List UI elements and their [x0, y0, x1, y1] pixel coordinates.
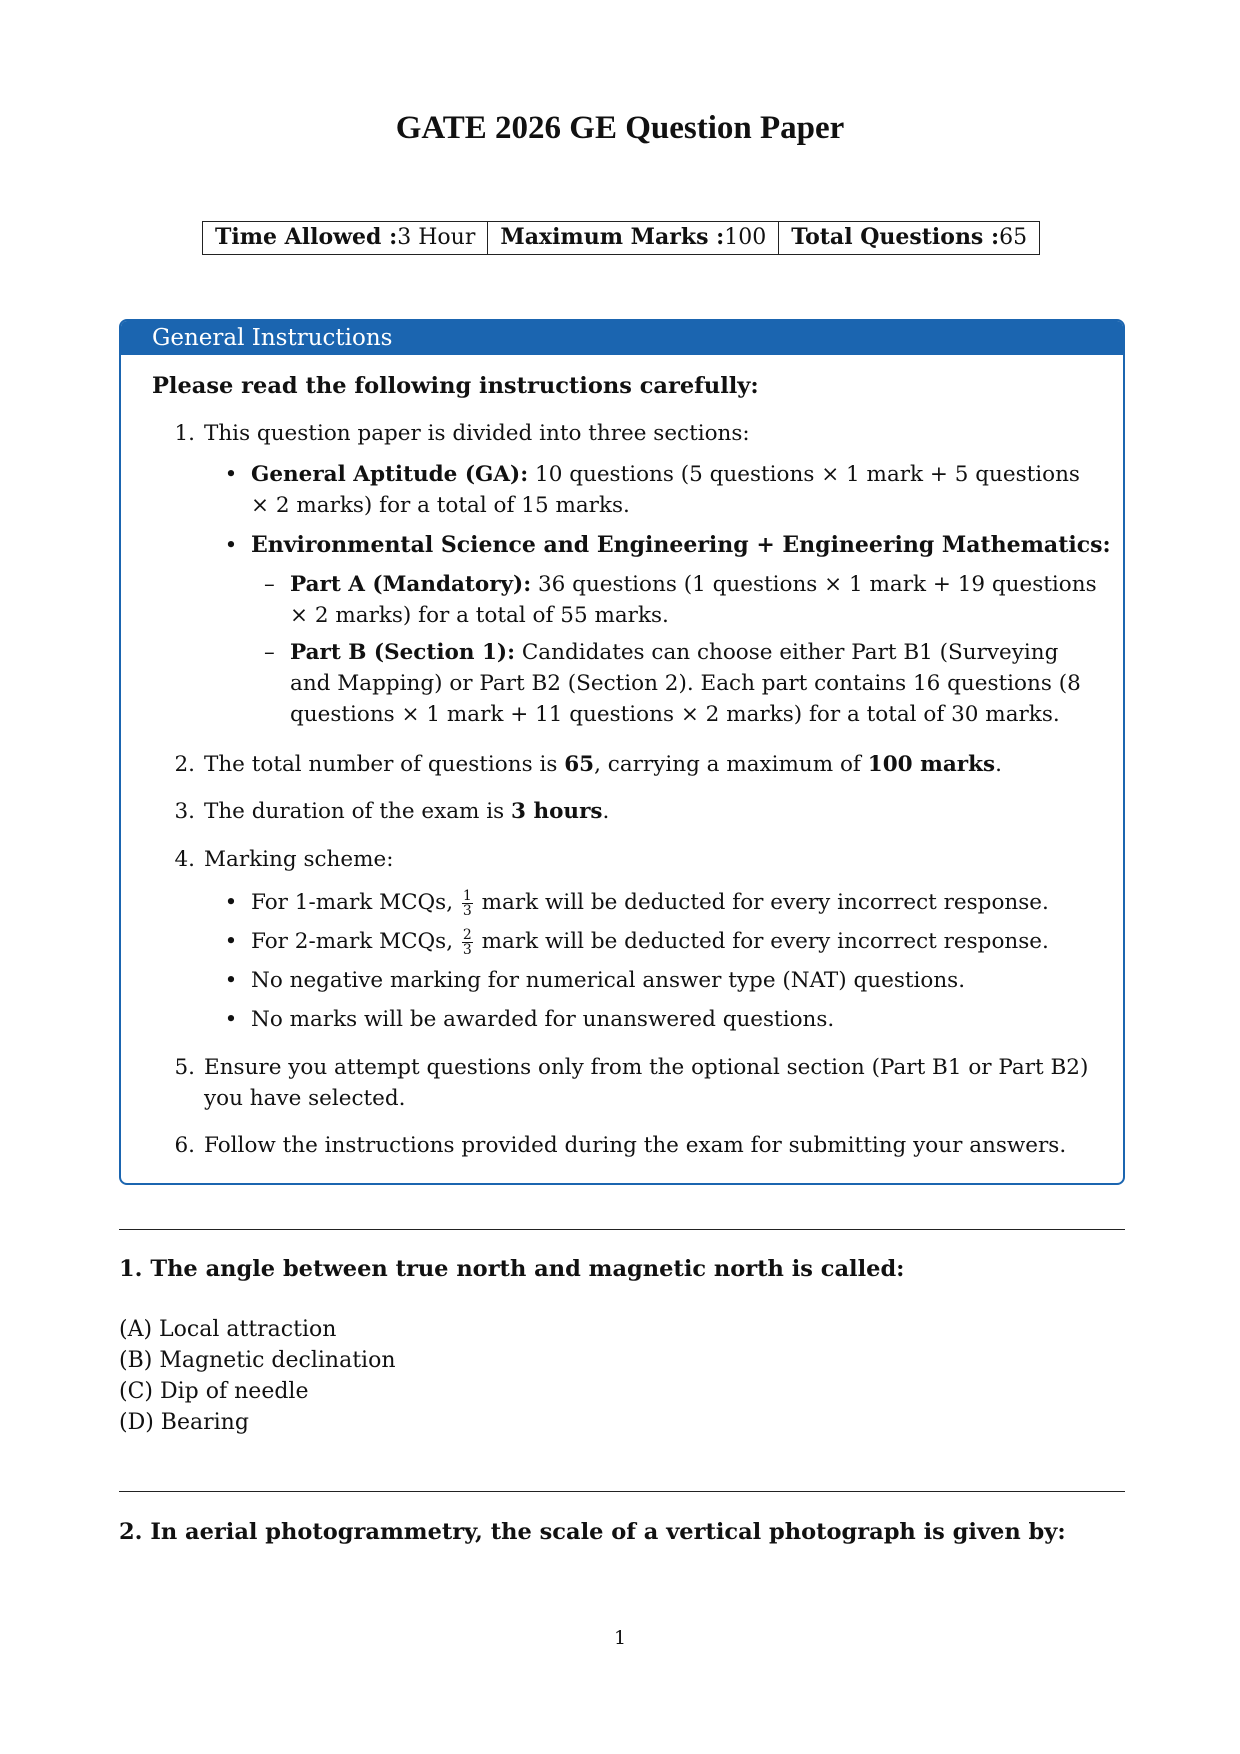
item-2-mid: , carrying a maximum of: [594, 752, 868, 777]
marking-1-post: mark will be deducted for every incorrect response.: [474, 890, 1049, 915]
total-questions-cell: [779, 222, 1040, 255]
question-divider: [119, 1491, 1125, 1492]
part-b-line-1: [290, 637, 1058, 668]
part-b-text-1: Candidates can choose either Part B1 (Surveying: [521, 640, 1059, 665]
fraction-denominator: 3: [462, 941, 472, 958]
bullet-icon: •: [224, 1007, 238, 1032]
page-number: 1: [613, 1627, 627, 1649]
page-title: GATE 2026 GE Question Paper: [395, 110, 845, 146]
fraction-denominator: 3: [462, 902, 472, 919]
ga-text-1: 10 questions (5 questions × 1 mark + 5 questions: [535, 462, 1080, 487]
bullet-icon: •: [224, 462, 238, 487]
marking-nat: No negative marking for numerical answer type (NAT) questions.: [251, 968, 966, 993]
option-d[interactable]: (D) Bearing: [119, 1410, 249, 1435]
total-questions-label: Total Questions :: [791, 224, 1000, 250]
maximum-marks-label: Maximum Marks :: [500, 224, 725, 250]
fraction-numerator: 1: [462, 887, 472, 904]
option-c[interactable]: (C) Dip of needle: [119, 1379, 309, 1404]
part-a-label: Part A (Mandatory):: [290, 572, 532, 597]
bullet-icon: •: [224, 929, 238, 954]
total-questions-value: 65: [999, 225, 1028, 250]
item-3-number: 3.: [174, 799, 195, 824]
marking-2-post: mark will be deducted for every incorrect response.: [474, 929, 1049, 954]
part-a-text-2: × 2 marks) for a total of 55 marks.: [290, 603, 669, 628]
maximum-marks-cell: [488, 222, 779, 255]
item-4-number: 4.: [174, 847, 195, 872]
marking-unanswered: No marks will be awarded for unanswered questions.: [251, 1007, 835, 1032]
part-b-label: Part B (Section 1):: [290, 640, 516, 665]
item-1-number: 1.: [174, 421, 195, 446]
bullet-icon: •: [224, 890, 238, 915]
ese-label: Environmental Science and Engineering + Engineering Mathematics:: [251, 532, 1111, 558]
item-5-number: 5.: [174, 1055, 195, 1080]
ga-label: General Aptitude (GA):: [251, 462, 529, 487]
maximum-marks-value: 100: [724, 225, 767, 250]
bullet-icon: •: [224, 968, 238, 993]
time-allowed-label: Time Allowed :: [215, 224, 398, 250]
item-2-pre: The total number of questions is: [204, 752, 565, 777]
item-3-pre: The duration of the exam is: [204, 799, 512, 824]
item-6-text: Follow the instructions provided during the exam for submitting your answers.: [204, 1133, 1067, 1158]
question-2-text: 2. In aerial photogrammetry, the scale of a vertical photograph is given by:: [119, 1519, 1066, 1545]
item-1-text: This question paper is divided into three sections:: [204, 421, 750, 446]
exam-info-table: [202, 221, 1040, 255]
item-3-hours: 3 hours: [511, 799, 603, 824]
general-instructions-header: General Instructions: [121, 321, 1123, 355]
item-2-number: 2.: [174, 752, 195, 777]
ga-line-1: [251, 459, 1080, 490]
option-a[interactable]: (A) Local attraction: [119, 1317, 337, 1342]
time-allowed-cell: [203, 222, 488, 255]
dash-icon: –: [264, 640, 275, 665]
part-b-text-2: and Mapping) or Part B2 (Section 2). Each part contains 16 questions (8: [290, 671, 1081, 696]
marking-1-pre: For 1-mark MCQs,: [251, 890, 460, 915]
ga-text-2: × 2 marks) for a total of 15 marks.: [251, 493, 630, 518]
item-4-text: Marking scheme:: [204, 847, 394, 872]
part-b-text-3: questions × 1 mark + 11 questions × 2 marks) for a total of 30 marks.: [290, 702, 1060, 727]
item-2-post: .: [995, 752, 1002, 777]
general-instructions-box: [119, 319, 1125, 1185]
item-2-text: [204, 749, 1002, 780]
marking-2-mark: [251, 926, 1049, 957]
part-a-text-1: 36 questions (1 questions × 1 mark + 19 questions: [537, 572, 1097, 597]
dash-icon: –: [264, 572, 275, 597]
item-3-post: .: [602, 799, 610, 824]
part-a-line-1: [290, 569, 1097, 600]
question-divider: [119, 1229, 1125, 1230]
one-third-fraction: [462, 889, 473, 918]
item-2-marks: 100 marks: [867, 752, 996, 777]
marking-1-mark: [251, 887, 1049, 918]
item-5-text-2: you have selected.: [204, 1086, 406, 1111]
fraction-numerator: 2: [462, 926, 472, 943]
bullet-icon: •: [224, 533, 238, 558]
item-5-text-1: Ensure you attempt questions only from the optional section (Part B1 or Part B2): [204, 1055, 1089, 1080]
time-allowed-value: 3 Hour: [397, 225, 476, 250]
question-1-options: [119, 1314, 396, 1438]
instructions-intro: Please read the following instructions carefully:: [152, 373, 759, 399]
item-6-number: 6.: [174, 1133, 195, 1158]
two-thirds-fraction: [462, 928, 473, 957]
marking-2-pre: For 2-mark MCQs,: [251, 929, 460, 954]
item-3-text: [204, 796, 609, 827]
item-2-count: 65: [564, 752, 595, 777]
option-b[interactable]: (B) Magnetic declination: [119, 1348, 396, 1373]
question-1-text: 1. The angle between true north and magnetic north is called:: [119, 1256, 905, 1282]
